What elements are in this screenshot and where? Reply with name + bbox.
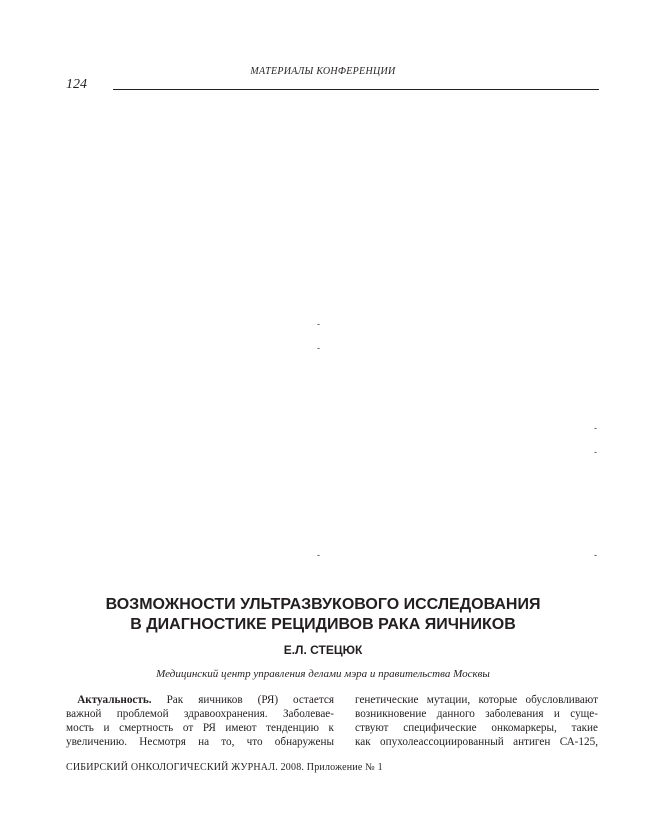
text-line: мость и смертность от РЯ имеют тенденцию к xyxy=(66,722,334,734)
running-head: МАТЕРИАЛЫ КОНФЕРЕНЦИИ xyxy=(250,66,396,77)
right-column xyxy=(355,693,598,749)
text-line xyxy=(66,693,334,707)
affiliation: Медицинский центр управления делами мэра и правительства Москвы xyxy=(156,668,490,680)
lead-term: Актуальность. xyxy=(77,694,152,706)
article-title xyxy=(0,595,646,635)
text-span: Рак яичников (РЯ) остается xyxy=(151,694,334,706)
author: Е.Л. СТЕЦЮК xyxy=(283,643,363,657)
text-line: как опухолеассоциированный антиген СА-125, xyxy=(355,736,598,748)
text-line: возникновение данного заболевания и суще- xyxy=(355,708,598,720)
page-number: 124 xyxy=(66,77,87,92)
text-line: увеличению. Несмотря на то, что обнаружены xyxy=(66,736,334,748)
stray-hyphen: - xyxy=(594,423,597,433)
text-line: важной проблемой здравоохранения. Заболевае- xyxy=(66,708,334,720)
title-line: В ДИАГНОСТИКЕ РЕЦИДИВОВ РАКА ЯИЧНИКОВ xyxy=(130,616,516,633)
stray-hyphen: - xyxy=(594,550,597,560)
stray-hyphen: - xyxy=(317,319,320,329)
header-rule xyxy=(113,89,599,90)
left-column xyxy=(66,693,334,749)
journal-footer: СИБИРСКИЙ ОНКОЛОГИЧЕСКИЙ ЖУРНАЛ. 2008. Приложение № 1 xyxy=(66,762,383,773)
title-line: ВОЗМОЖНОСТИ УЛЬТРАЗВУКОВОГО ИССЛЕДОВАНИЯ xyxy=(105,596,541,613)
stray-hyphen: - xyxy=(317,343,320,353)
stray-hyphen: - xyxy=(317,550,320,560)
text-line: генетические мутации, которые обусловливают xyxy=(355,694,598,706)
text-line: ствуют специфические онкомаркеры, такие xyxy=(355,722,598,734)
stray-hyphen: - xyxy=(594,447,597,457)
